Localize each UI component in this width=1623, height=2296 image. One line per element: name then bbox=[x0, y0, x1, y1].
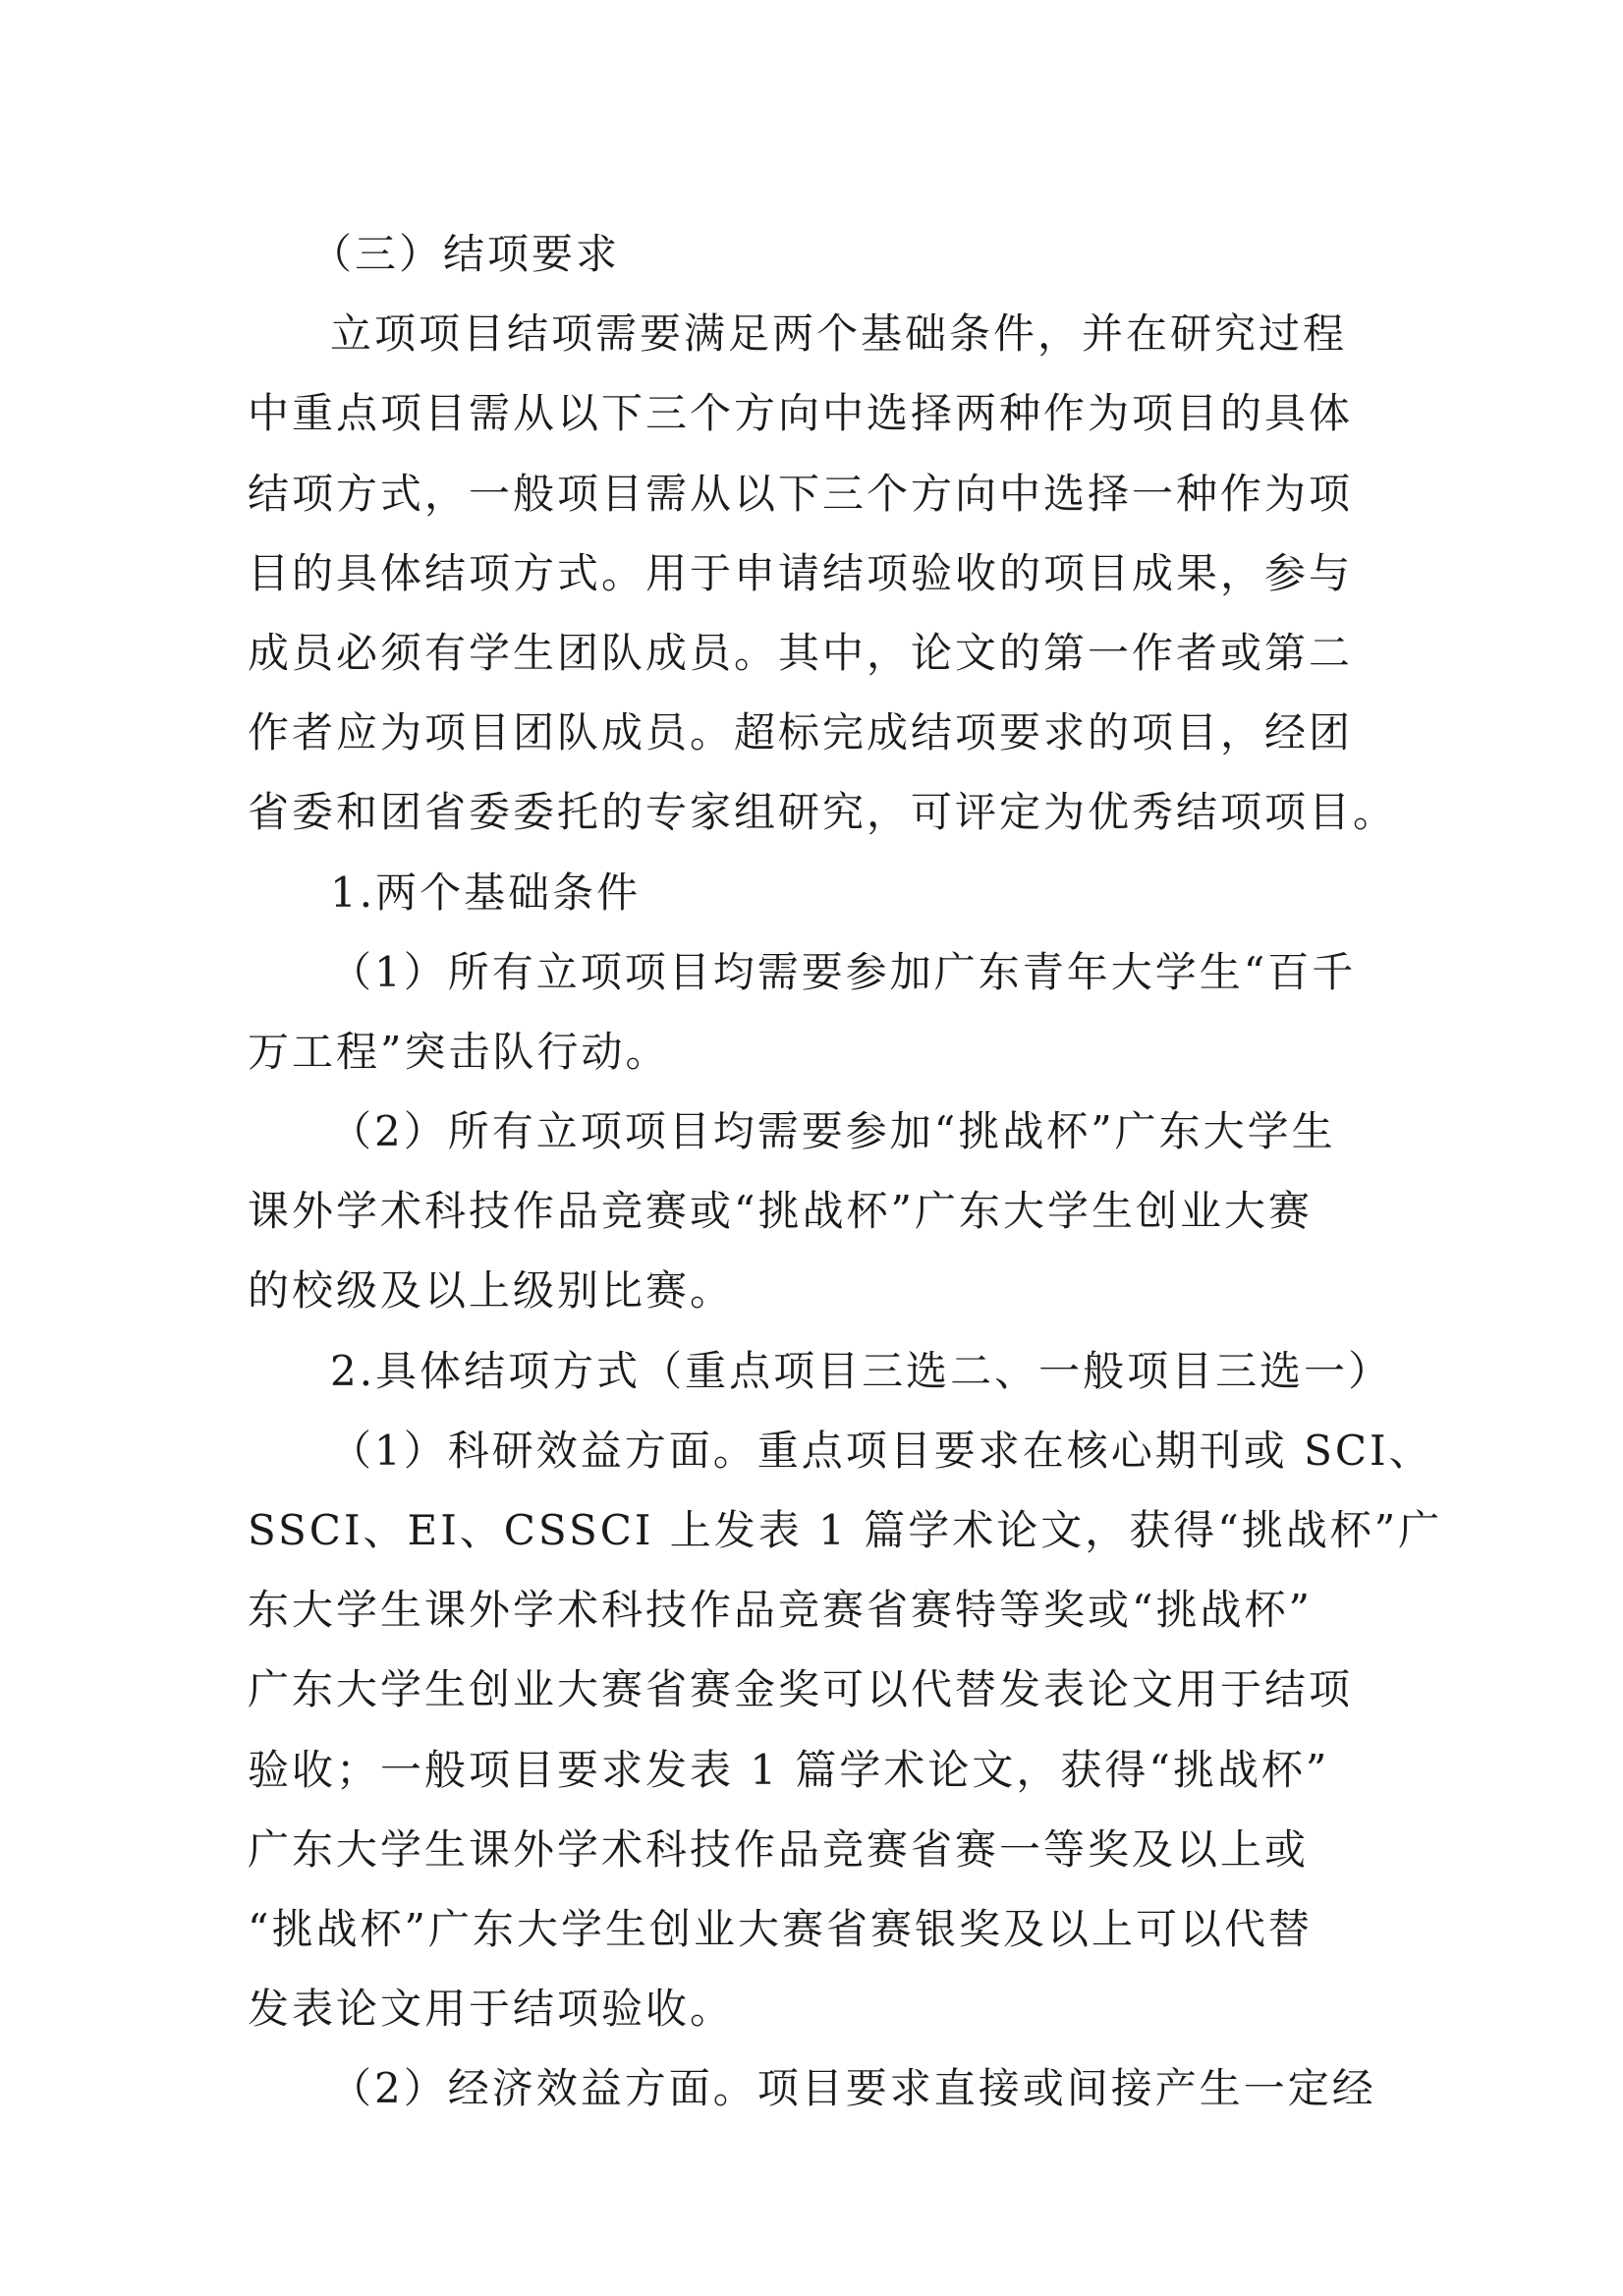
paragraph-line: （1）所有立项项目均需要参加广东青年大学生“百千 bbox=[330, 947, 1357, 996]
paragraph-line: 广东大学生创业大赛省赛金奖可以代替发表论文用于结项 bbox=[248, 1665, 1354, 1714]
section-heading: （三）结项要求 bbox=[310, 230, 621, 278]
paragraph-line: （2）经济效益方面。项目要求直接或间接产生一定经 bbox=[330, 2064, 1376, 2113]
paragraph-line: 东大学生课外学术科技作品竞赛省赛特等奖或“挑战杯” bbox=[248, 1586, 1313, 1635]
paragraph-line: 广东大学生课外学术科技作品竞赛省赛一等奖及以上或 bbox=[248, 1824, 1310, 1874]
paragraph-line: 作者应为项目团队成员。超标完成结项要求的项目，经团 bbox=[248, 708, 1354, 757]
paragraph-line: 中重点项目需从以下三个方向中选择两种作为项目的具体 bbox=[248, 389, 1354, 438]
paragraph-line: （2）所有立项项目均需要参加“挑战杯”广东大学生 bbox=[330, 1107, 1336, 1156]
paragraph-line: 成员必须有学生团队成员。其中，论文的第一作者或第二 bbox=[248, 628, 1354, 677]
subsection-heading: 1.两个基础条件 bbox=[330, 868, 642, 917]
paragraph-line: （1）科研效益方面。重点项目要求在核心期刊或 SCI、 bbox=[330, 1426, 1433, 1475]
paragraph-line: 验收；一般项目要求发表 1 篇学术论文，获得“挑战杯” bbox=[248, 1745, 1330, 1794]
paragraph-line: 的校级及以上级别比赛。 bbox=[248, 1266, 735, 1316]
paragraph-line: 目的具体结项方式。用于申请结项验收的项目成果，参与 bbox=[248, 548, 1354, 597]
document-body bbox=[248, 214, 1443, 2129]
paragraph-line: 课外学术科技作品竞赛或“挑战杯”广东大学生创业大赛 bbox=[248, 1187, 1313, 1236]
paragraph-line: “挑战杯”广东大学生创业大赛省赛银奖及以上可以代替 bbox=[248, 1904, 1313, 1953]
paragraph-line: 立项项目结项需要满足两个基础条件，并在研究过程 bbox=[330, 309, 1348, 359]
paragraph-line: 万工程”突击队行动。 bbox=[248, 1027, 670, 1076]
paragraph-line: SSCI、EI、CSSCI 上发表 1 篇学术论文，获得“挑战杯”广 bbox=[248, 1506, 1443, 1554]
paragraph-line: 发表论文用于结项验收。 bbox=[248, 1985, 735, 2034]
subsection-heading: 2.具体结项方式（重点项目三选二、一般项目三选一） bbox=[330, 1346, 1393, 1395]
paragraph-line: 结项方式，一般项目需从以下三个方向中选择一种作为项 bbox=[248, 469, 1354, 518]
paragraph-line: 省委和团省委委托的专家组研究，可评定为优秀结项项目。 bbox=[248, 788, 1398, 837]
